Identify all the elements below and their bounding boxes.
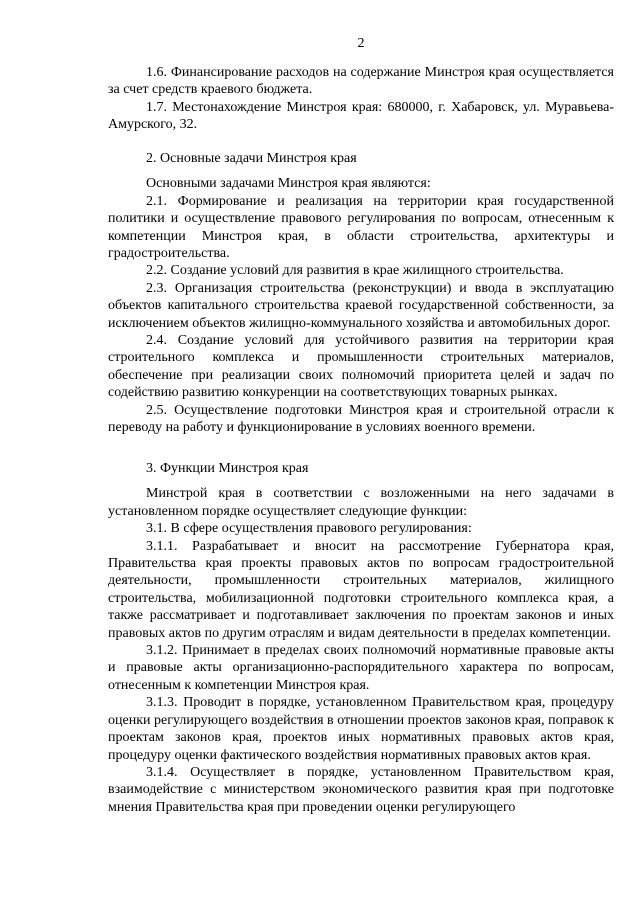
paragraph-3-intro: Минстрой края в соответствии с возложенными на него задачами в установленном порядке осуществляет следующие функции:	[108, 486, 614, 519]
paragraph-2-2: 2.2. Создание условий для развития в крае жилищного строительства.	[146, 263, 564, 279]
paragraph-3-1-1: 3.1.1. Разрабатывает и вносит на рассмотрение Губернатора края, Правительства края проекты правовых актов по вопросам градостроительной деятельности, промышленности строительных материалов, жилищного строительства, мобилизационной подготовки строительного комплекса края, а также рассматривает и подготавливает заключения по проектам законов и иных правовых актов по другим отраслям и видам деятельности в пределах компетенции.	[108, 538, 614, 641]
paragraph-2-1: 2.1. Формирование и реализация на территории края государственной политики и осуществление правового регулирования по вопросам, отнесенным к компетенции Минстроя края, в области строительства, архитектуры и градостроительства.	[108, 193, 614, 262]
paragraph-2-4: 2.4. Создание условий для устойчивого развития на территории края строительного комплекса и промышленности строительных материалов, обеспечение при реализации своих полномочий приоритета целей и задач по содействию развитию конкуренции на соответствующих товарных рынках.	[108, 333, 614, 401]
paragraph-3-1-3: 3.1.3. Проводит в порядке, установленном Правительством края, процедуру оценки регулирующего воздействия в отношении проектов законов края, поправок к проектам законов края, проектов иных нормативных правовых актов края, процедуру оценки фактического воздействия нормативных правовых актов края.	[108, 695, 614, 763]
page-number: 2	[357, 36, 365, 51]
section-3-heading: 3. Функции Минстроя края	[146, 461, 309, 476]
paragraph-1-7: 1.7. Местонахождение Минстроя края: 680000, г. Хабаровск, ул. Муравьева-Амурского, 32.	[108, 99, 614, 133]
paragraph-3-1-2: 3.1.2. Принимает в пределах своих полномочий нормативные правовые акты и правовые акты организационно-распорядительного характера по вопросам, отнесенным к компетенции Минстроя края.	[108, 643, 614, 693]
paragraph-2-5: 2.5. Осуществление подготовки Минстроя края и строительной отрасли к переводу на работу и функционирование в условиях военного времени.	[108, 402, 614, 436]
section-3	[108, 460, 614, 816]
section-2-heading: 2. Основные задачи Минстроя края	[146, 151, 357, 166]
paragraph-2-intro: Основными задачами Минстроя края являются:	[146, 176, 431, 192]
intro-block	[108, 64, 614, 134]
section-2	[108, 150, 614, 437]
paragraph-3-1-4: 3.1.4. Осуществляет в порядке, установленном Правительством края, взаимодействие с министерством экономического развития края при подготовке мнения Правительства края при проведении оценки регулирующего	[108, 764, 614, 815]
paragraph-2-3: 2.3. Организация строительства (реконструкции) и ввода в эксплуатацию объектов капитального строительства краевой государственной собственности, за исключением объектов жилищно-коммунального хозяйства и автомобильных дорог.	[108, 280, 614, 331]
paragraph-1-6: 1.6. Финансирование расходов на содержание Минстроя края осуществляется за счет средств краевого бюджета.	[108, 65, 614, 98]
paragraph-3-1: 3.1. В сфере осуществления правового регулирования:	[146, 521, 472, 537]
